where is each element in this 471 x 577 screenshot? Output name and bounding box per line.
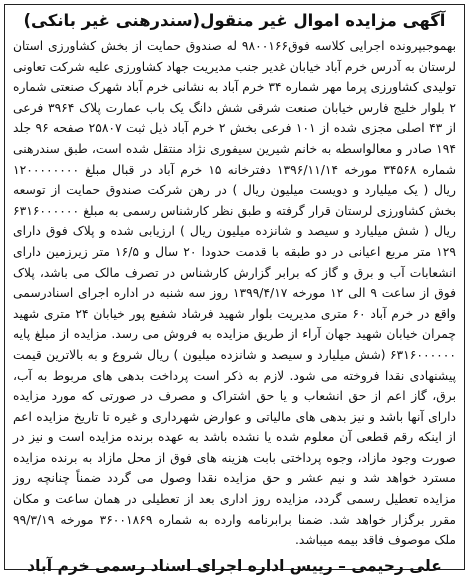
notice-title: آگهی مزایده اموال غیر منقول(سندرهنی غیر بانکی) bbox=[23, 11, 446, 30]
notice-signature: علی رحیمی – رییس اداره اجرای اسناد رسمی خرم آباد bbox=[27, 556, 442, 575]
auction-notice bbox=[4, 4, 465, 575]
notice-body: بهموجبپرونده اجرایی کلاسه فوق۹۸۰۰۱۶۶ له صندوق حمایت از بخش کشاورزی استان لرستان به آدرس خرم آباد خیابان غدیر جنب مدیریت جهاد کشاورزی علیه شرکت تعاونی تولیدی کشاورزی پرما مهر شماره ۳۴ خرم آباد به نشانی خرم آباد شهرک صنعتی شماره ۲ بلوار خلیج فارس خیابان صنعت شرقی شش دانگ یک باب عمارت پلاک ۳۹۶۴ فرعی از ۴۳ اصلی مجزی شده از ۱۰۱ فرعی بخش ۲ خرم آباد ذیل ثبت ۲۵۸۰۷ صفحه ۹۶ جلد ۱۹۴ صادر و معالواسطه به خانم شیرین سیفوری نژاد منتقل شده است، طبق سندرهنی شماره ۳۴۵۶۸ مورخه ۱۳۹۶/۱۱/۱۴ دفترخانه ۱۵ خرم آباد در قبال مبلغ ۱۲۰۰۰۰۰۰۰۰ ریال ( یک میلیارد و دویست میلیون ریال ) در رهن شرکت صندوق حمایت از توسعه بخش کشاورزی لرستان قرار گرفته و طبق نظر کارشناس رسمی به مبلغ ۶۳۱۶۰۰۰۰۰۰ ریال ( شش میلیارد و سیصد و شانزده میلیون ریال ) ارزیابی شده و پلاک فوق دارای ۱۲۹ متر مربع اعیانی در دو طبقه با قدمت حدودا ۲۰ سال و ۱۶/۵ متر زیرزمین دارای انشعابات آب و برق و گاز که برابر گزارش کارشناس در تصرف مالک می باشد، پلاک فوق از ساعت ۹ الی ۱۲ مورخه ۱۳۹۹/۴/۱۷ روز سه شنبه در اداره اجرای اسنادرسمی واقع در خرم آباد ۶۰ متری مدیریت بلوار شهید فرشاد شفیع پور خیابان ۲۴ متری شهید چمران خیابان شهید جهان آراء از طریق مزایده به فروش می رسد. مزایده از مبلغ پایه ۶۳۱۶۰۰۰۰۰۰ (شش میلیارد و سیصد و شانزده میلیون ) ریال شروع و به بالاترین قیمت پیشنهادی نقدا فروخته می شود. لازم به ذکر است پرداخت بدهی های مربوط به آب، برق، گاز اعم از حق انشعاب و یا حق اشتراک و مصرف در صورتی که مورد مزایده دارای آنها باشد و نیز بدهی های مالیاتی و عوارض شهرداری و غیره تا تاریخ مزایده اعم از اینکه رقم قطعی آن معلوم شده یا نشده باشد به عهده برنده مزایده است و نیز در صورت وجود مازاد، وجوه پرداختی بابت هزینه های فوق از محل مازاد به برنده مزایده مسترد خواهد شد و نیم عشر و حق مزایده نقدا وصول می گردد ضمناً چنانچه روز مزایده تعطیل رسمی گردد، مزایده روز اداری بعد از تعطیلی در همان ساعت و مکان مقرر برگزار خواهد شد. ضمنا برابرنامه وارده به شماره ۳۶۰۰۱۸۶۹ مورخه ۹۹/۳/۱۹ ملک موصوف فاقد بیمه میباشد. bbox=[13, 39, 457, 548]
